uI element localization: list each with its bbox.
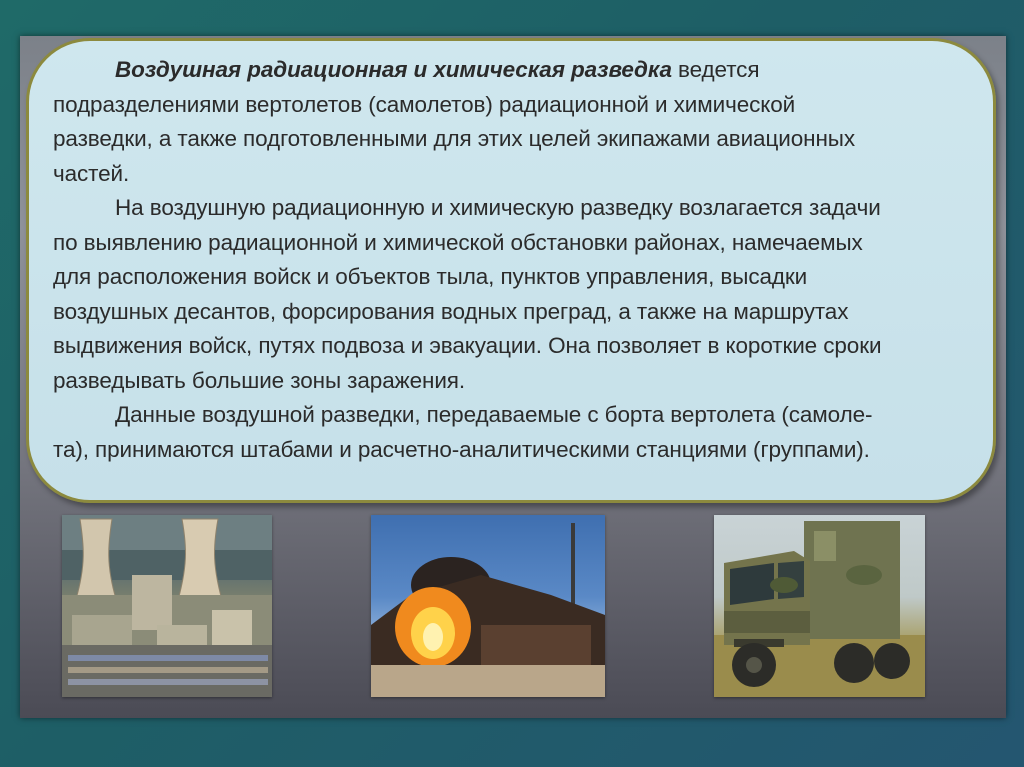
paragraph-line: частей. — [53, 160, 130, 186]
paragraph-line: для расположения войск и объектов тыла, пунктов управления, высадки — [53, 264, 808, 289]
paragraph-line: разведывать большие зоны заражения. — [53, 367, 466, 393]
paragraph-line: выдвижения войск, путях подвоза и эвакуации. Она позволяет в короткие сроки — [53, 333, 882, 358]
military-truck-illustration — [714, 515, 925, 697]
paragraph-line: ведется — [671, 57, 760, 82]
text-panel — [26, 38, 996, 503]
burning-building-illustration — [371, 515, 605, 697]
paragraph-2 — [53, 191, 965, 398]
paragraph-line: подразделениями вертолетов (самолетов) радиационной и химической — [53, 91, 796, 117]
nuclear-power-plant-illustration — [62, 515, 272, 697]
paragraph-line: воздушных десантов, форсирования водных преград, а также на маршрутах — [53, 298, 849, 324]
paragraph-line: по выявлению радиационной и химической обстановки районах, намечаемых — [53, 229, 863, 255]
paragraph-3 — [53, 398, 965, 467]
paragraph-line: На воздушную радиационную и химическую разведку возлагается задачи — [115, 195, 881, 220]
burning-building-photo — [371, 515, 605, 697]
paragraph-line: разведки, а также подготовленными для этих целей экипажами авиационных — [53, 126, 856, 151]
military-reconnaissance-truck-photo — [714, 515, 925, 697]
lead-phrase: Воздушная радиационная и химическая разведка — [115, 57, 672, 82]
nuclear-power-plant-photo — [62, 515, 272, 697]
paragraph-1 — [53, 53, 965, 191]
paragraph-line: Данные воздушной разведки, передаваемые с борта вертолета (самоле- — [115, 402, 873, 427]
paragraph-line: та), принимаются штабами и расчетно-аналитическими станциями (группами). — [53, 436, 870, 462]
